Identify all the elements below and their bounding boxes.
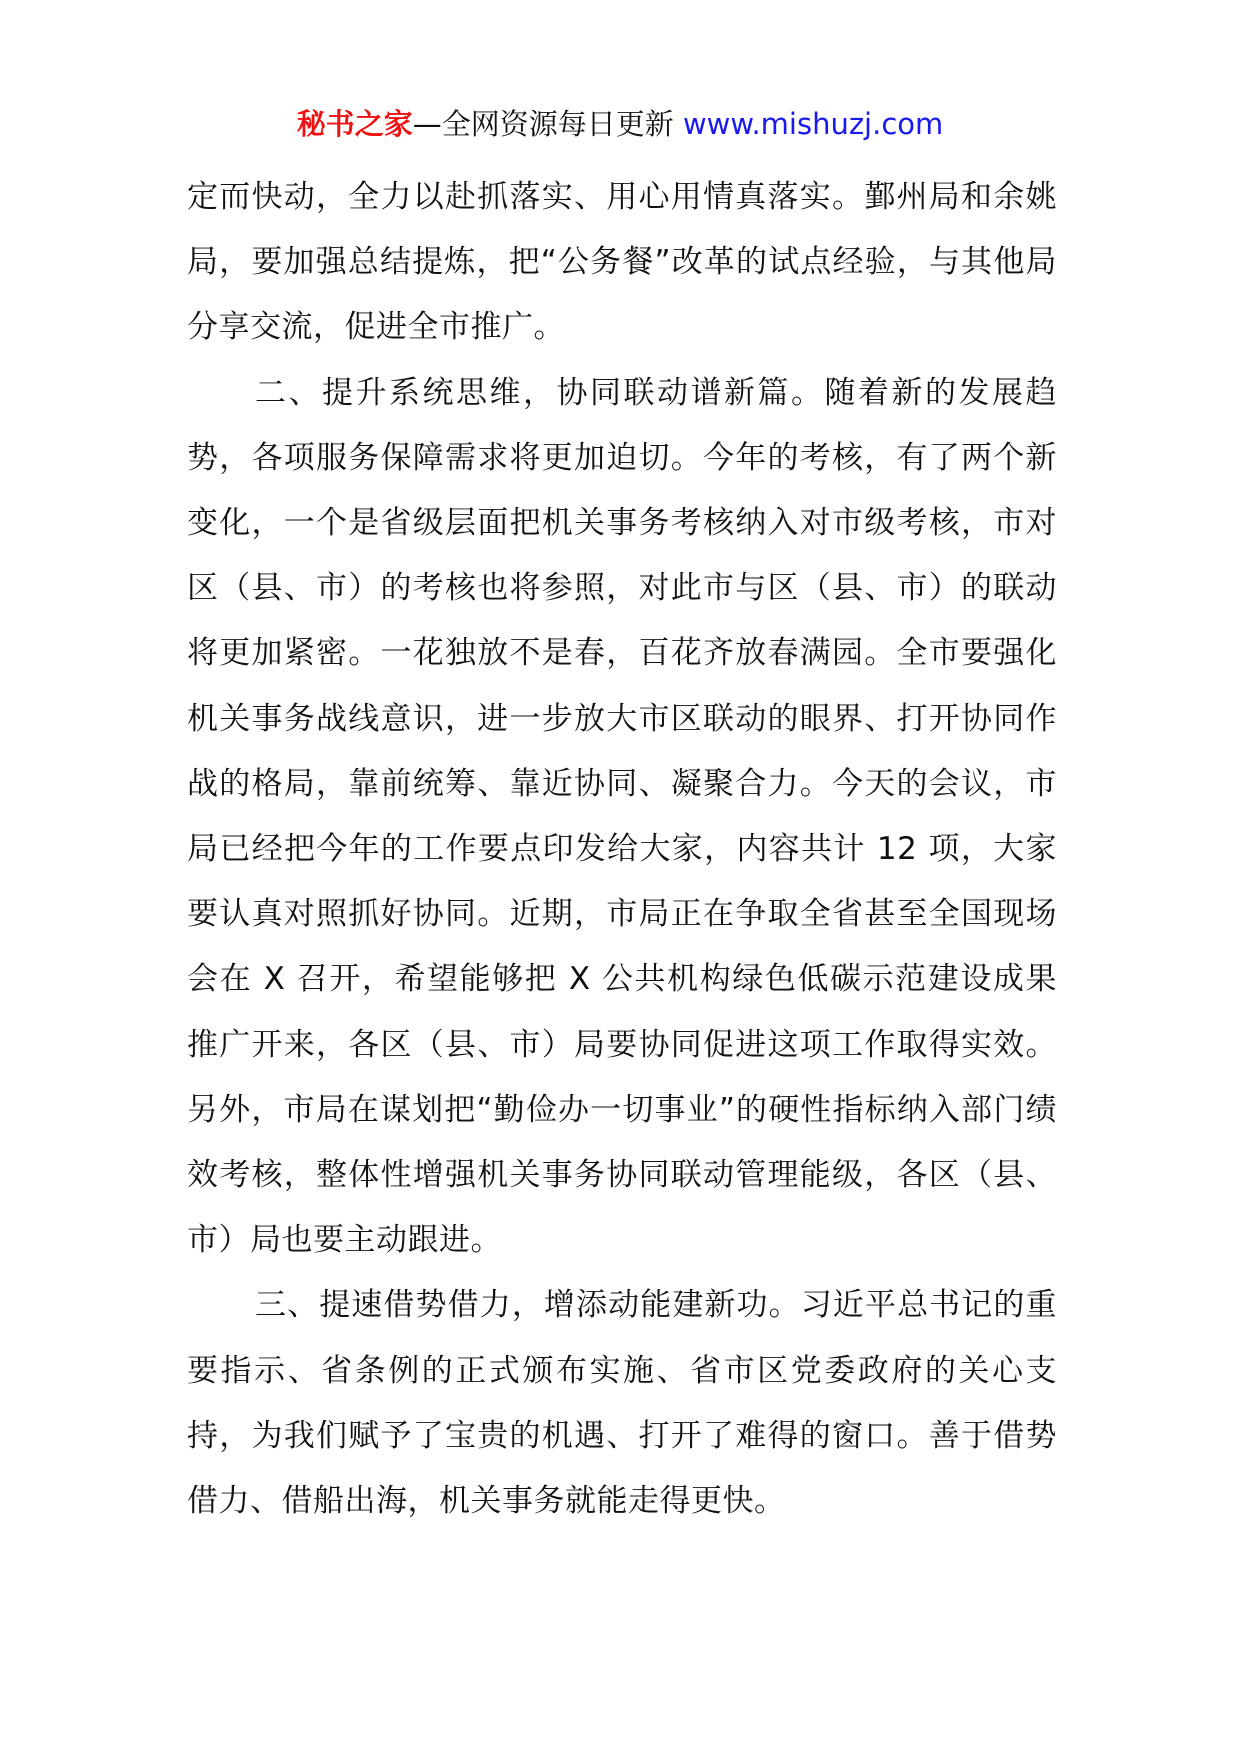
document-body [187, 165, 1057, 1534]
watermark-header [0, 102, 1240, 146]
paragraph-section-two: 二、提升系统思维，协同联动谱新篇。随着新的发展趋势，各项服务保障需求将更加迫切。今年的考核，有了两个新变化，一个是省级层面把机关事务考核纳入对市级考核，市对区（县、市）的考核也将参照，对此市与区（县、市）的联动将更加紧密。一花独放不是春，百花齐放春满园。全市要强化机关事务战线意识，进一步放大市区联动的眼界、打开协同作战的格局，靠前统筹、靠近协同、凝聚合力。今天的会议，市局已经把今年的工作要点印发给大家，内容共计 12 项，大家要认真对照抓好协同。近期，市局正在争取全省甚至全国现场会在 X 召开，希望能够把 X 公共机构绿色低碳示范建设成果推广开来，各区（县、市）局要协同促进这项工作取得实效。另外，市局在谋划把“勤俭办一切事业”的硬性指标纳入部门绩效考核，整体性增强机关事务协同联动管理能级，各区（县、市）局也要主动跟进。 [187, 374, 1057, 1259]
paragraph-continuation: 定而快动，全力以赴抓落实、用心用情真落实。鄞州局和余姚局，要加强总结提炼，把“公务餐”改革的试点经验，与其他局分享交流，促进全市推广。 [187, 179, 1057, 346]
header-tagline: —全网资源每日更新 [412, 107, 683, 141]
paragraph-section-three: 三、提速借势借力，增添动能建新功。习近平总书记的重要指示、省条例的正式颁布实施、省市区党委政府的关心支持，为我们赋予了宝贵的机遇、打开了难得的窗口。善于借势借力、借船出海，机关事务就能走得更快。 [187, 1287, 1057, 1520]
header-url[interactable]: www.mishuzj.com [682, 107, 944, 141]
header-brand: 秘书之家 [296, 107, 413, 141]
